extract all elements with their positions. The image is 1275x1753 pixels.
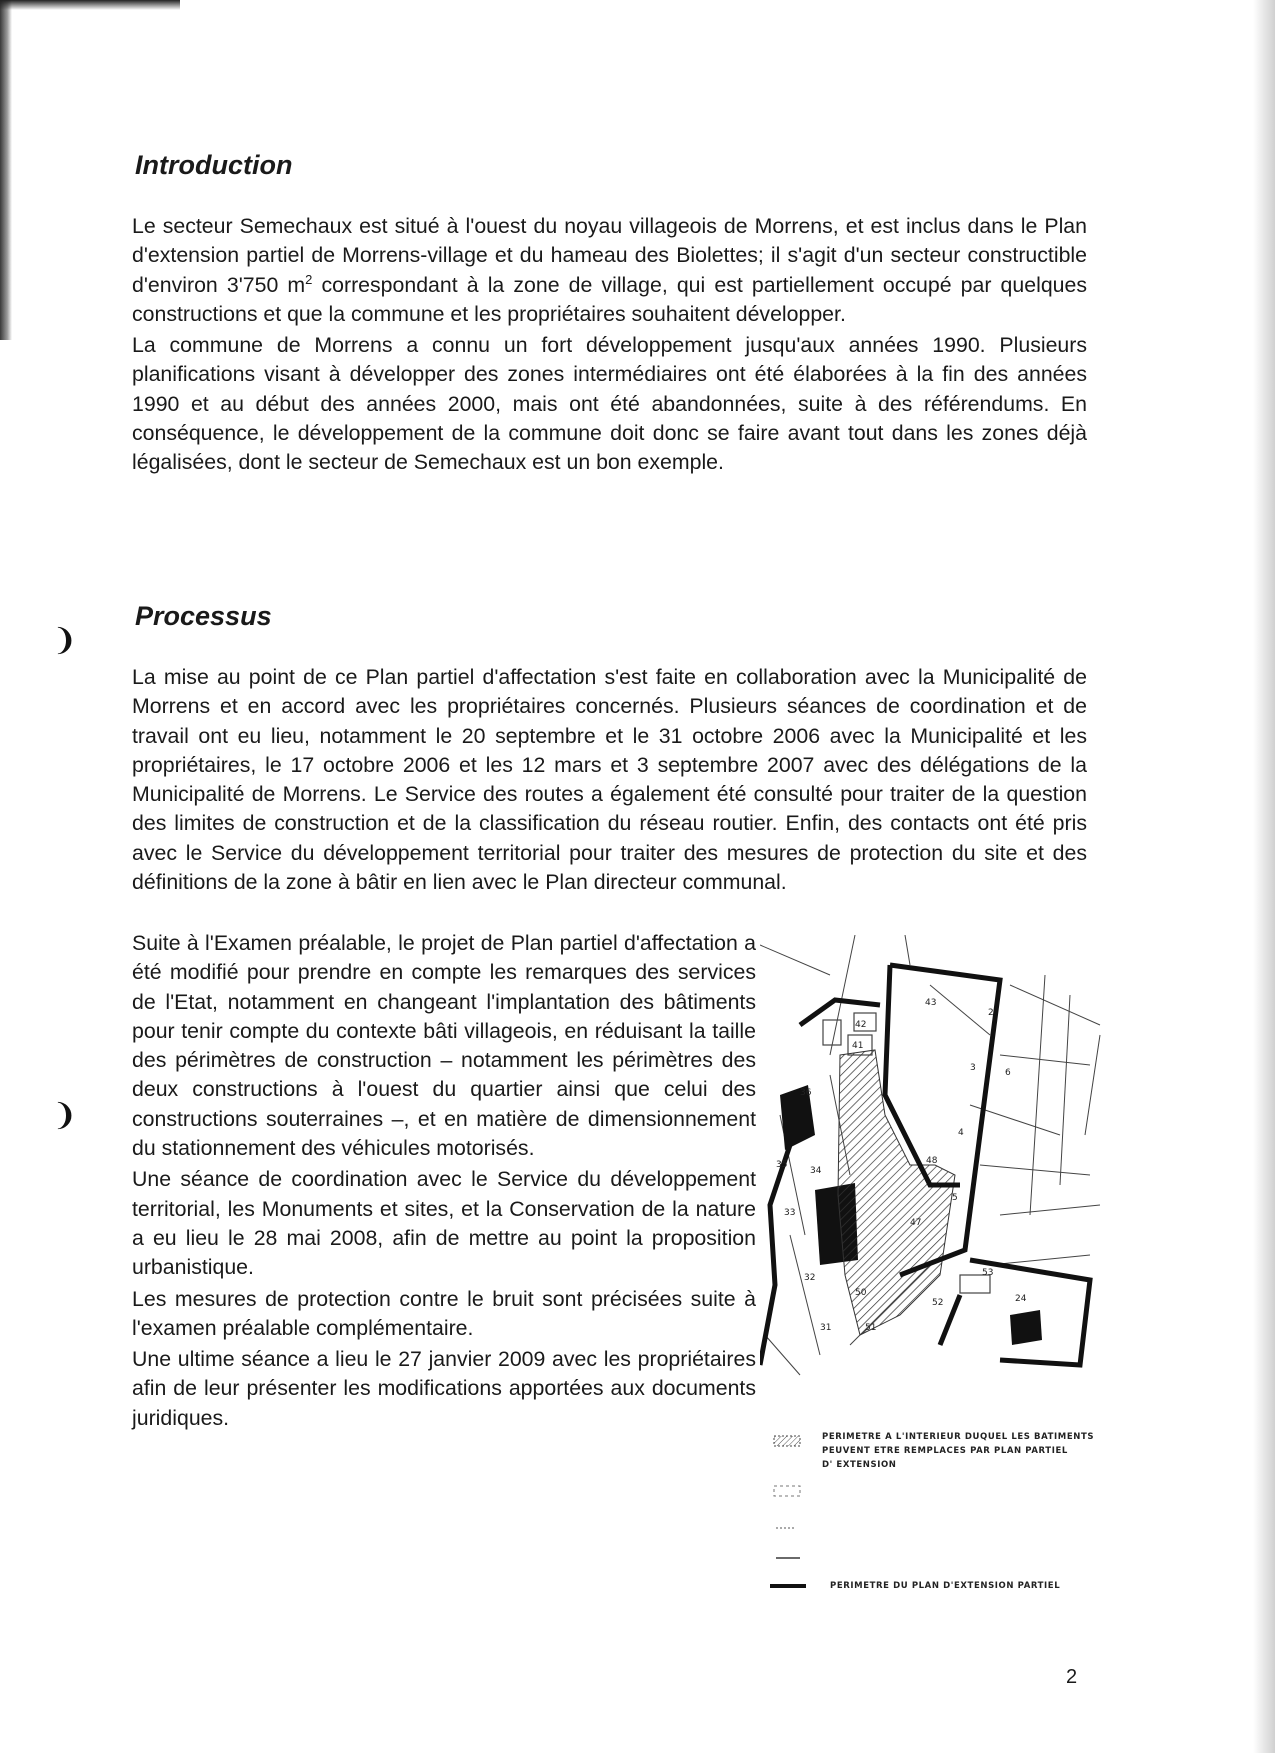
- scan-edge-top: [0, 0, 180, 10]
- parcel-number: 50: [855, 1288, 867, 1298]
- process-paragraph: Une ultime séance a lieu le 27 janvier 2009 avec les propriétaires afin de leur présenter les modifications apportées aux documents juridiques.: [132, 1347, 756, 1430]
- intro-text-tail: correspondant à la zone de village, qui est partiellement occupé par quelques constructions et que la commune et les propriétaires souhaitent développer.: [132, 272, 1087, 326]
- scan-edge-right: [1253, 0, 1275, 1753]
- intro-text: Le secteur Semechaux est situé à l'ouest du noyau villageois de Morrens, et est inclus dans le Plan d'extension partiel de Morrens-village et du hameau des Biolettes; il s'agit d'un secteur constructible d'environ 3'750 m: [132, 214, 1087, 297]
- parcel-number: 36: [800, 1088, 812, 1098]
- process-heading: Processus: [135, 601, 272, 631]
- parcel-number: 5: [952, 1193, 958, 1203]
- legend-label-hatch-2: PEUVENT ETRE REMPLACES PAR PLAN PARTIEL: [822, 1446, 1068, 1456]
- parcel-number: 52: [932, 1298, 944, 1308]
- page-number: 2: [1066, 1666, 1078, 1688]
- parcel-number: 24: [1015, 1294, 1027, 1304]
- intro-heading: Introduction: [135, 150, 293, 180]
- parcel-number: 51: [865, 1323, 877, 1333]
- legend-label-hatch: PERIMETRE A L'INTERIEUR DUQUEL LES BATIMENTS: [822, 1432, 1095, 1442]
- superscript: 2: [305, 271, 313, 287]
- parcel-number: 48: [926, 1156, 938, 1166]
- parcel-number: 3: [970, 1063, 976, 1073]
- legend-label-hatch-3: D' EXTENSION: [822, 1460, 897, 1470]
- process-paragraph: La mise au point de ce Plan partiel d'affectation s'est faite en collaboration avec la Municipalité de Morrens et en accord avec les propriétaires concernés. Plusieurs séances de coordination et de travail ont eu lieu, notamment le 20 septembre et le 31 octobre 2006 avec la Municipalité et les propriétaires, le 17 octobre 2006 et les 12 mars et 3 septembre 2007 avec des délégations de la Municipalité de Morrens. Le Service des routes a également été consulté pour traiter de la question des limites de construction et de la classification du réseau routier. Enfin, des contacts ont été pris avec le Service du développement territorial pour traiter des mesures de protection du site et des définitions de la zone à bâtir en lien avec le Plan directeur communal.: [132, 665, 1087, 895]
- parcel-number: 32: [804, 1273, 816, 1283]
- parcel-number: 42: [855, 1020, 867, 1030]
- map-building: [823, 1020, 841, 1045]
- parcel-number: 4: [958, 1128, 964, 1138]
- parcel-number: 47: [910, 1218, 922, 1228]
- parcel-number: 33: [784, 1208, 796, 1218]
- map-building-dark: [1010, 1310, 1042, 1345]
- process-body-narrow: [132, 929, 756, 1433]
- intro-body: [132, 212, 1087, 478]
- parcel-number: 35: [776, 1160, 788, 1170]
- parcel-number: 41: [852, 1041, 864, 1051]
- process-paragraph: Les mesures de protection contre le bruit sont précisées suite à l'examen préalable complémentaire.: [132, 1286, 756, 1340]
- intro-paragraph: [132, 212, 1087, 329]
- intro-paragraph: La commune de Morrens a connu un fort développement jusqu'aux années 1990. Plusieurs planifications visant à développer des zones intermédiaires ont été élaborées à la fin des années 1990 et au début des années 2000, mais ont été abandonnées, suite à des référendums. En conséquence, le développement de la commune doit donc se faire avant tout dans les zones déjà légalisées, dont le secteur de Semechaux est un bon exemple.: [132, 333, 1087, 475]
- punch-mark: ❩: [52, 1099, 78, 1132]
- process-paragraph: Une séance de coordination avec le Service du développement territorial, les Monuments et sites, et la Conservation de la nature a eu lieu le 28 mai 2008, afin de mettre au point la proposition urbanistique.: [132, 1167, 756, 1280]
- process-body-wide: [132, 663, 1087, 897]
- parcel-number: 53: [982, 1268, 994, 1278]
- site-plan-map: [760, 935, 1110, 1435]
- legend-hatch-swatch: [774, 1436, 800, 1446]
- punch-mark: ❩: [52, 624, 78, 657]
- parcel-number: 2: [988, 1008, 994, 1018]
- scan-edge-left: [0, 0, 12, 340]
- parcel-number: 31: [820, 1323, 832, 1333]
- parcel-number: 6: [1005, 1068, 1011, 1078]
- legend-dashed-swatch: [774, 1486, 800, 1496]
- legend-label-perimeter: PERIMETRE DU PLAN D'EXTENSION PARTIEL: [830, 1581, 1061, 1591]
- process-paragraph: Suite à l'Examen préalable, le projet de Plan partiel d'affectation a été modifié pour prendre en compte les remarques des services de l'Etat, notamment en changeant l'implantation des bâtiments pour tenir compte du contexte bâti villageois, en réduisant la taille des périmètres de construction – notamment les périmètres des deux constructions à l'ouest du quartier ainsi que celui des constructions souterraines –, et en matière de dimensionnement du stationnement des véhicules motorisés.: [132, 931, 756, 1161]
- parcel-number: 43: [925, 998, 937, 1008]
- parcel-number: 34: [810, 1166, 822, 1176]
